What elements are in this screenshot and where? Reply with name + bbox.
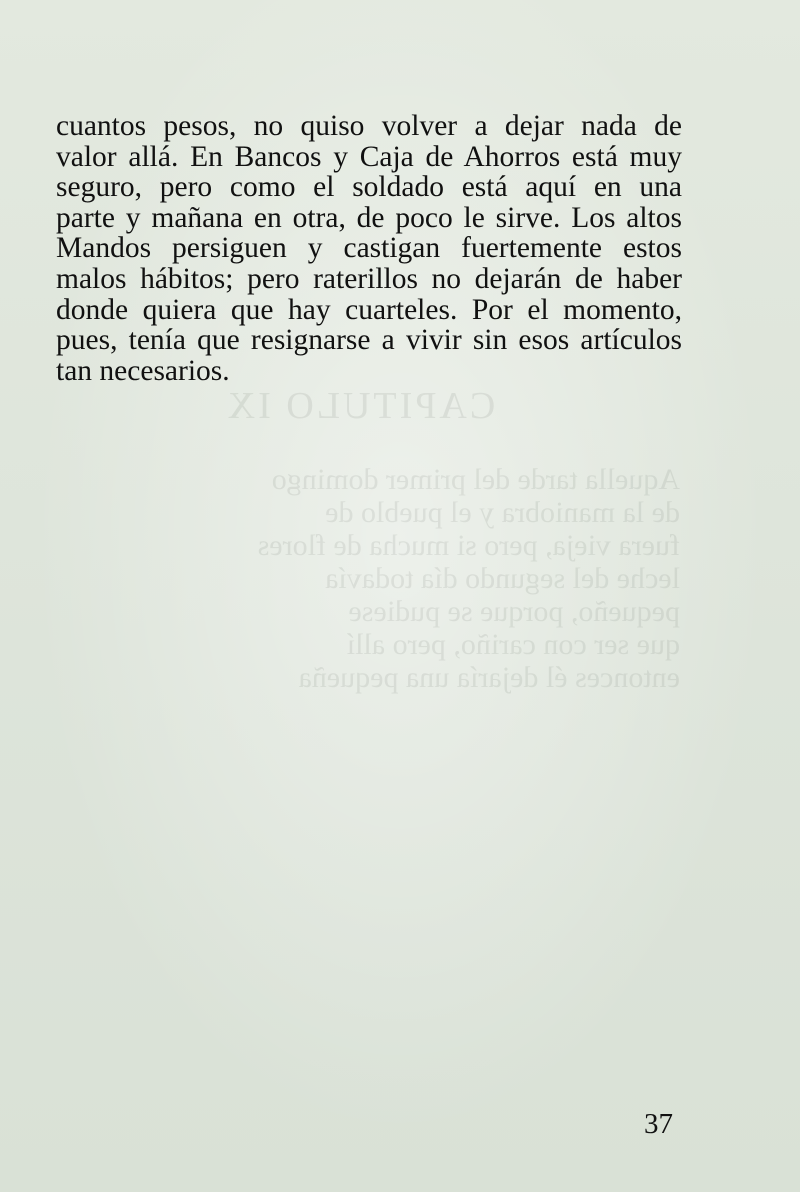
text-line: malos hábitos; pero raterillos no dejarán de haber [56, 262, 682, 295]
page-number: 37 [644, 1108, 673, 1140]
paragraph-body [56, 111, 682, 386]
text-line: Mandos persiguen y castigan fuertemente estos [56, 232, 682, 265]
text-line: pues, tenía que resignarse a vivir sin esos artículos [56, 324, 682, 357]
text-line: seguro, pero como el soldado está aquí en una [56, 171, 682, 204]
text-line: parte y mañana en otra, de poco le sirve. Los altos [56, 201, 682, 234]
text-line: valor allá. En Bancos y Caja de Ahorros está muy [56, 140, 682, 173]
show-through-reverse-side: CAPITULO IX Aquella tarde del primer domingo de la maniobra y el pueblo de fuera vieja, pero si mucha de flores leche del segundo día todavía pequeño, porque se pudiese que ser con cariño, pero allí entonces él dejaría una pequeña [224, 385, 680, 694]
text-line: donde quiera que hay cuarteles. Por el momento, [56, 293, 682, 326]
text-line: tan necesarios. [56, 354, 230, 387]
text-line: cuantos pesos, no quiso volver a dejar nada de [56, 110, 682, 142]
